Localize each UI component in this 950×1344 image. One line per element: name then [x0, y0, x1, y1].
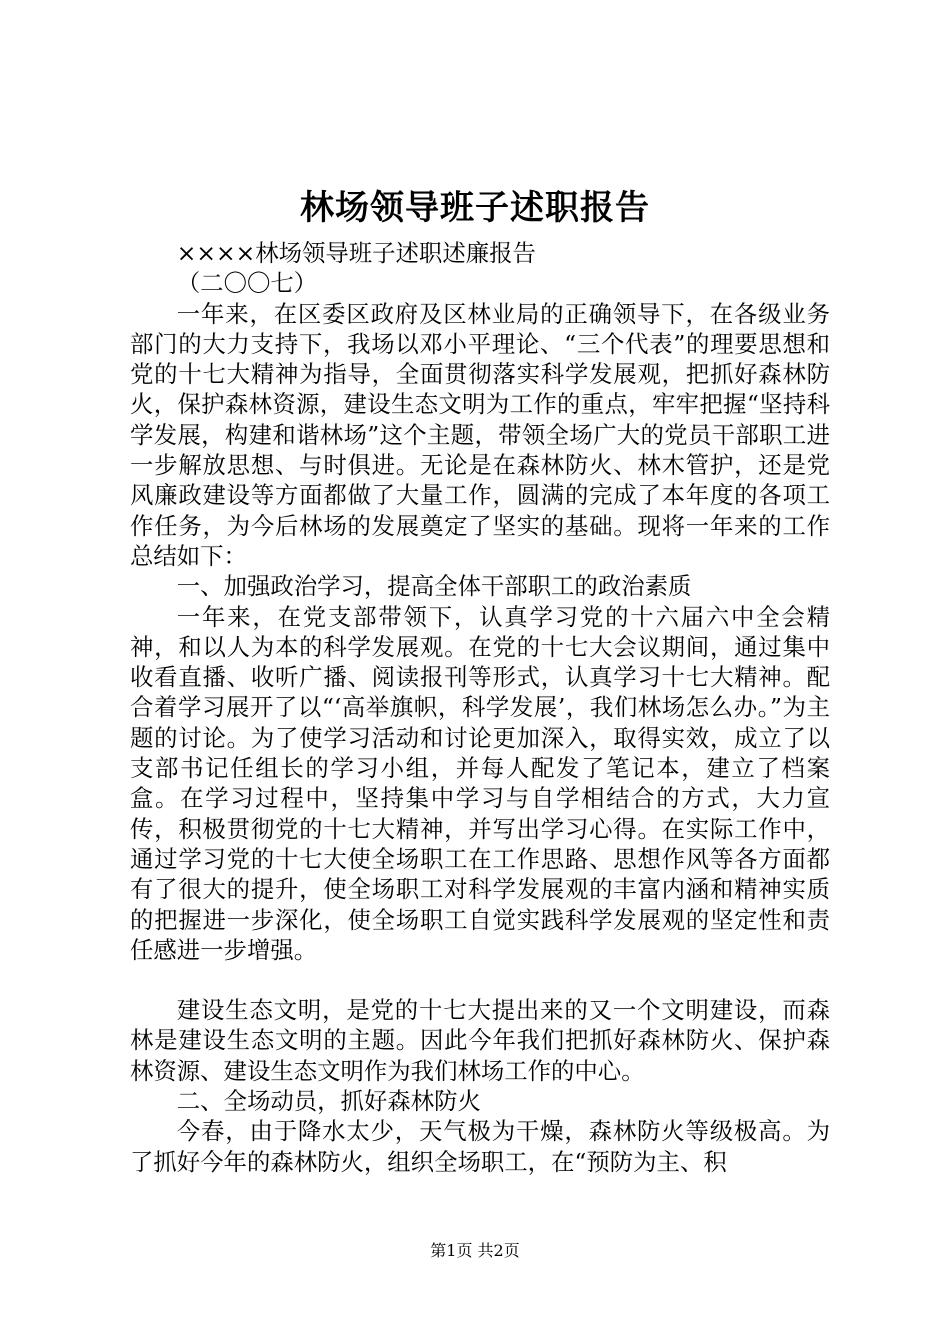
- section-heading-2: 二、全场动员，抓好森林防火: [176, 1087, 481, 1116]
- report-year: （二〇〇七）: [176, 269, 318, 298]
- paragraph-study: 一年来，在党支部带领下，认真学习党的十六届六中全会精神，和以人为本的科学发展观。在党的十七大会议期间，通过集中收看直播、收听广播、阅读报刊等形式，认真学习十七大精神。配合着学习展开了以“‘高举旗帜，科学发展’，我们林场怎么办。”为主题的讨论。为了使学习活动和讨论更加深入，取得实效，成立了以支部书记任组长的学习小组，并每人配发了笔记本，建立了档案盒。在学习过程中，坚持集中学习与自学相结合的方式，大力宣传，积极贯彻党的十七大精神，并写出学习心得。在实际工作中，通过学习党的十七大使全场职工在工作思路、思想作风等各方面都有了很大的提升，使全场职工对科学发展观的丰富内涵和精神实质的把握进一步深化，使全场职工自觉实践科学发展观的坚定性和责任感进一步增强。: [130, 602, 830, 964]
- document-body: [130, 238, 830, 1177]
- paragraph-fire-prevention: 今春，由于降水太少，天气极为干燥，森林防火等级极高。为了抓好今年的森林防火，组织全场职工，在“预防为主、积: [130, 1117, 830, 1176]
- page-footer: 第1页 共2页: [430, 1241, 520, 1260]
- paragraph-ecology: 建设生态文明，是党的十七大提出来的又一个文明建设，而森林是建设生态文明的主题。因此今年我们把抓好森林防火、保护森林资源、建设生态文明作为我们林场工作的中心。: [130, 996, 830, 1085]
- page-title: 林场领导班子述职报告: [300, 188, 650, 228]
- paragraph-intro: 一年来，在区委区政府及区林业局的正确领导下，在各级业务部门的大力支持下，我场以邓小平理论、“三个代表”的理要思想和党的十七大精神为指导，全面贯彻落实科学发展观，把抓好森林防火，保护森林资源，建设生态文明为工作的重点，牢牢把握“坚持科学发展，构建和谐林场”这个主题，带领全场广大的党员干部职工进一步解放思想、与时俱进。无论是在森林防火、林木管护，还是党风廉政建设等方面都做了大量工作，圆满的完成了本年度的各项工作任务，为今后林场的发展奠定了坚实的基础。现将一年来的工作总结如下：: [130, 299, 830, 570]
- report-subtitle: ××××林场领导班子述职述廉报告: [176, 239, 536, 267]
- section-heading-1: 一、加强政治学习，提高全体干部职工的政治素质: [176, 572, 692, 601]
